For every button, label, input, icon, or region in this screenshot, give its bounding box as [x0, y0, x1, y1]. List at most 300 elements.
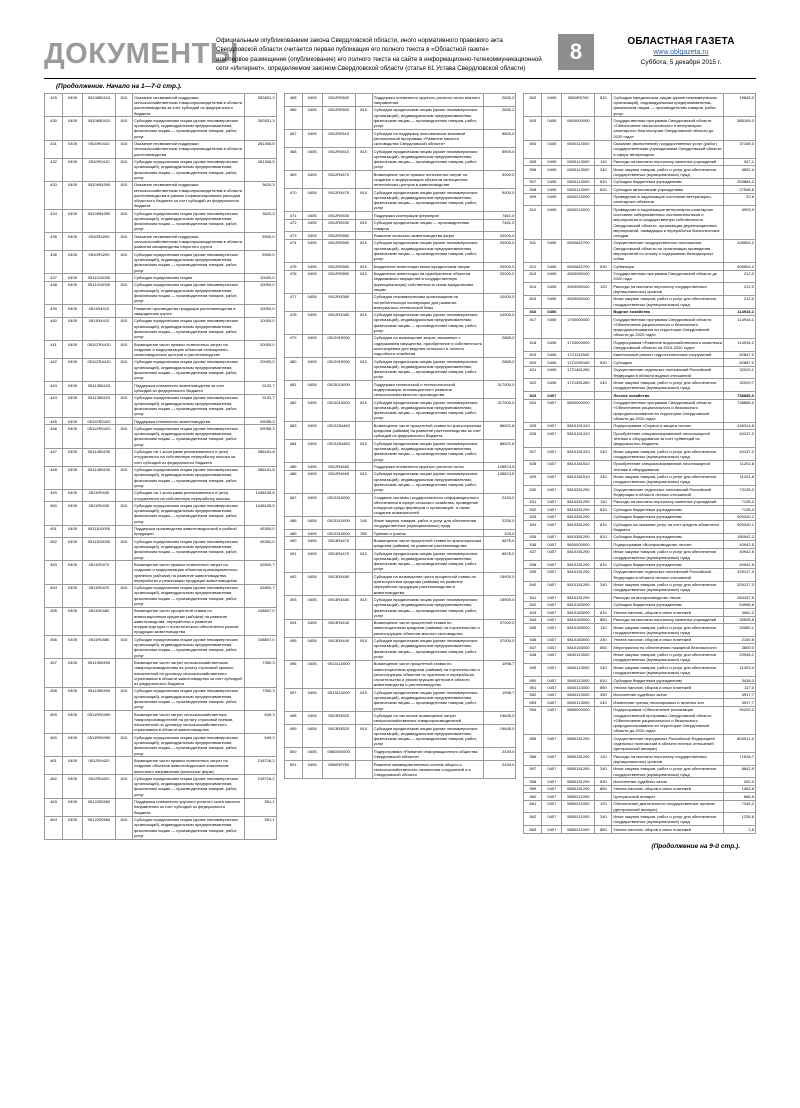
amount-value: 7350,3	[244, 659, 276, 687]
table-row	[45, 659, 277, 687]
table-row	[524, 473, 756, 486]
target-code: 0512R4460	[322, 463, 355, 470]
target-code: 5810251290	[562, 506, 595, 513]
target-code: 0512R0500	[322, 106, 355, 129]
table-row	[524, 778, 756, 785]
item-description: Субсидии бюджетным учреждениям	[612, 561, 724, 568]
table-row	[284, 219, 516, 232]
expense-type-code	[595, 351, 612, 358]
table-row	[45, 448, 277, 466]
row-number: 510	[524, 206, 542, 240]
item-description: Возмещение части процентной ставки по инвестиционным кредитам (займам) на строительство и реконструкцию объектов по хранению и переработке, строительство и реконструкцию центров в области животноводства и растениеводства	[372, 660, 484, 688]
item-description: Возмещение части прямых понесенных затрат на создание объектов животноводческих комплексов молочного направления (молочных ферм)	[133, 757, 245, 775]
amount-value: 40942,5	[724, 541, 756, 548]
row-number: 562	[524, 813, 542, 826]
item-description: Субсидии юридическим лицам (кроме некоммерческих организаций), индивидуальным предпринимателям, физическим лицам — производителям товаров, работ, услуг	[133, 584, 245, 607]
row-number: 474	[284, 239, 302, 262]
publication-website-link[interactable]: www.oblgazeta.ru	[653, 49, 709, 56]
row-number: 533	[524, 513, 542, 520]
item-description: Поддержка кооперации фермеров	[372, 212, 484, 219]
amount-value: 385169,3	[724, 117, 756, 140]
section-code: 0405	[542, 206, 562, 240]
item-description: Лесное хозяйство	[612, 392, 724, 399]
amount-value: 2430,0	[484, 748, 516, 761]
target-code: 0510R4290	[83, 233, 116, 251]
section-code: 0405	[63, 711, 83, 734]
columns-container	[0, 93, 800, 840]
amount-value: 253884,2	[724, 178, 756, 185]
expense-type-code: 810	[355, 263, 372, 270]
row-number: 489	[284, 529, 302, 536]
section-code: 0405	[63, 417, 83, 424]
row-number: 490	[284, 537, 302, 550]
section-code: 0405	[63, 525, 83, 538]
target-code: 0560R0760	[322, 760, 355, 778]
amount-value: 10000,0	[484, 311, 516, 334]
target-code: 0512910000	[322, 334, 355, 357]
table-row	[45, 281, 277, 304]
row-number: 436	[45, 251, 63, 274]
target-code: 5800000000	[562, 541, 595, 548]
expense-type-code: 810	[116, 394, 133, 417]
expense-type-code: 810	[355, 550, 372, 573]
target-code: 0512R4380	[322, 311, 355, 334]
amount-value: 2830,2	[484, 94, 516, 107]
expense-type-code	[116, 382, 133, 395]
item-description: Субсидии на 1 килограмм реализованного и (или) отгруженного на собственную переработку молока	[133, 489, 245, 502]
table-row	[284, 760, 516, 778]
expense-type-code	[355, 130, 372, 148]
table-row	[45, 117, 277, 140]
item-description: Подпрограмма «Развитие водохозяйственного комплекса Свердловской области на 2014-2020 годы»	[613, 339, 722, 351]
row-number: 525	[524, 422, 542, 429]
row-number: 453	[45, 561, 63, 584]
table-row	[45, 425, 277, 448]
section-code: 0405	[542, 158, 562, 165]
row-number: 443	[45, 382, 63, 395]
target-code: 0513110000	[322, 660, 355, 688]
target-code: 0600113000	[562, 178, 595, 185]
amount-value: 2430,0	[484, 760, 516, 778]
amount-value: 1448106,5	[244, 502, 276, 525]
row-number: 478	[284, 311, 302, 334]
row-number: 488	[284, 517, 302, 530]
amount-value: 2865,2	[484, 358, 516, 381]
row-number: 500	[284, 748, 302, 761]
expense-type-code	[355, 293, 372, 311]
table-row	[284, 550, 516, 573]
expense-type-code: 610	[595, 561, 612, 568]
amount-value: 5500,0	[484, 130, 516, 148]
continuation-note-top: (Продолжение. Начало на 1—7-й стр.).	[56, 83, 182, 91]
item-description: Оказание несвязанной поддержки сельскохозяйственным товаропроизводителям в области развития овощеводства открытого грунта	[133, 233, 245, 251]
target-code: 0511010000	[83, 274, 116, 281]
item-description: Иные закупки товаров, работ и услуг для обеспечения государственных (муниципальных) нужд	[612, 165, 724, 178]
item-description: Иные закупки товаров, работ и услуг для обеспечения государственных (муниципальных) нужд	[372, 517, 484, 530]
table-row	[284, 311, 516, 334]
target-code: 5840113000	[562, 684, 595, 691]
expense-type-code: 610	[595, 178, 612, 185]
table-row	[524, 636, 756, 643]
item-description: Оказание несвязанной поддержки сельскохозяйственным товаропроизводителям в области растениеводства за счет субсидий из федерального бюджета	[133, 94, 245, 117]
amount-value: 286181,8	[244, 448, 276, 466]
section-code: 0405	[302, 148, 322, 171]
expense-type-code: 810	[355, 106, 372, 129]
item-description: Субвенции	[612, 263, 724, 270]
table-row	[524, 644, 756, 651]
item-description: Субсидии юридическим лицам (кроме некоммерческих организаций), индивидуальным предпринимателям, физическим лицам — производителям товаров, работ, услуг	[372, 689, 484, 712]
table-row	[524, 295, 756, 308]
section-code: 0407	[542, 616, 562, 623]
section-code: 0405	[63, 281, 83, 304]
item-description: Субсидии юридическим лицам (кроме некоммерческих организаций), индивидуальным предпринимателям, физическим лицам — производителям товаров, работ, услуг	[133, 425, 245, 448]
target-code: 5810151310	[562, 430, 595, 448]
item-description: Возмещение части процентной ставки по инвестиционным кредитам (займам) на строительство и реконструкцию объектов мясного скотоводства	[372, 619, 484, 637]
expense-type-code	[595, 422, 612, 429]
target-code: 0513254460	[322, 422, 355, 440]
expense-type-code: 240	[595, 165, 612, 178]
target-code: 0511350420	[83, 382, 116, 395]
section-code: 0405	[302, 219, 322, 232]
target-code: 5840113000	[562, 651, 595, 664]
row-number: 444	[45, 394, 63, 417]
row-number: 491	[284, 550, 302, 573]
target-code: 5810183000	[562, 624, 595, 637]
table-row	[524, 359, 756, 366]
amount-value: 500240,1	[724, 513, 756, 520]
legal-notice	[216, 34, 558, 73]
item-description: Возмещение части прямых понесенных затрат на создание и модернизацию объектов кратковременного хранения (зайчики) на развитие животноводства, переработки и реализации продукции животноводства	[133, 561, 245, 584]
section-code: 0405	[302, 106, 322, 129]
target-code: 0511510000	[83, 525, 116, 538]
expense-type-code: 810	[116, 117, 133, 140]
row-number: 448	[45, 466, 63, 489]
item-description: Оказание несвязанной поддержки сельскохозяйственным товаропроизводителям в области растениеводства в рамках софинансирования расходов областного бюджета за счет субсидий из федерального бюджета	[133, 181, 245, 209]
amount-value: 2430,0	[484, 494, 516, 517]
target-code: 0600000000	[562, 117, 595, 140]
row-number: 462	[45, 775, 63, 798]
section-code: 0407	[542, 430, 562, 448]
amount-value: 15900,0	[484, 573, 516, 596]
section-code: 0405	[63, 466, 83, 489]
table-row	[284, 106, 516, 129]
table-row	[524, 178, 756, 185]
section-code: 0405	[302, 712, 322, 725]
item-description: Субсидии бюджетным учреждениям	[612, 513, 724, 520]
table-row	[45, 757, 277, 775]
item-description: Центральный аппарат	[612, 793, 724, 800]
item-description: Субсидии юридическим лицам (кроме некоммерческих организаций), индивидуальным предпринимателям, физическим лицам — производителям товаров, работ, услуг	[372, 399, 484, 422]
section-code: 0405	[302, 596, 322, 619]
amount-value: 9132,7	[244, 382, 276, 395]
expense-type-code: 810	[355, 219, 372, 232]
amount-value: 20948,1	[724, 651, 756, 664]
amount-value: 10000,0	[244, 317, 276, 340]
amount-value: 10000,0	[484, 293, 516, 311]
amount-value: 1448106,5	[244, 489, 276, 502]
row-number: 430	[45, 117, 63, 140]
expense-type-code	[355, 494, 372, 517]
target-code: 4500059100	[562, 295, 595, 308]
target-code: 0512R4420	[83, 757, 116, 775]
expense-type-code: 110	[595, 498, 612, 505]
table-row	[284, 239, 516, 262]
item-description: Субсидии юридическим лицам (кроме некоммерческих организаций), индивидуальным предпринимателям, физическим лицам — производителям товаров, работ, услуг	[133, 502, 245, 525]
expense-type-code	[595, 239, 612, 262]
target-code: 5850151290	[562, 735, 595, 753]
row-number: 513	[524, 270, 542, 283]
target-code: 0511R0470	[83, 584, 116, 607]
row-number: 551	[524, 684, 542, 691]
amount-value: 86921,8	[484, 440, 516, 463]
item-description: Обеспечение деятельности государственных органов (центральный аппарат)	[612, 800, 724, 813]
column-1	[44, 93, 277, 840]
target-code: 5850211000	[562, 813, 595, 826]
amount-value: 40137,2	[724, 430, 756, 448]
target-code: 0600210000	[562, 193, 595, 206]
row-number: 540	[524, 581, 542, 594]
table-row	[524, 533, 756, 540]
target-code: 5810183000	[562, 609, 595, 616]
amount-value: 392831,3	[244, 117, 276, 140]
item-description: Поддержка племенного крупного рогатого скота	[372, 463, 484, 470]
row-number: 431	[45, 140, 63, 158]
section-code: 0405	[302, 263, 322, 270]
section-code: 0405	[302, 239, 322, 262]
row-number: 479	[284, 334, 302, 357]
table-row	[284, 660, 516, 688]
row-number: 480	[284, 358, 302, 381]
expense-type-code	[355, 232, 372, 239]
target-code: 0510954390	[83, 181, 116, 209]
target-code: 0513310000	[322, 529, 355, 536]
section-code: 0405	[302, 550, 322, 573]
row-number: 467	[284, 130, 302, 148]
expense-type-code: 810	[355, 725, 372, 748]
section-code: 0407	[542, 506, 562, 513]
row-number: 442	[45, 358, 63, 381]
table-row	[284, 596, 516, 619]
table-row	[524, 601, 756, 608]
amount-value: 117,0	[724, 684, 756, 691]
amount-value: 54956,6	[724, 601, 756, 608]
item-description: Осуществление отдельных полномочий Российской Федерации в области лесных отношений	[612, 568, 724, 581]
item-description: Поддержка племенного крупного рогатого скота мясного направления	[372, 94, 484, 107]
row-number: 455	[45, 607, 63, 635]
amount-value: 317000,0	[484, 381, 516, 399]
expense-type-code	[116, 489, 133, 502]
table-row	[524, 206, 756, 240]
amount-value: 1235,6	[724, 813, 756, 826]
table-row	[524, 430, 756, 448]
row-number: 559	[524, 785, 542, 792]
item-description: Субсидии юридическим лицам (кроме некоммерческих организаций), индивидуальным предпринимателям, физическим лицам — производителям товаров, работ, услуг	[133, 466, 245, 489]
amount-value: 281308,5	[244, 140, 276, 158]
section-code: 0405	[302, 270, 322, 293]
item-description: Субсидии юридическим лицам (кроме некоммерческих организаций), индивидуальным предпринимателям, физическим лицам — производителям товаров, работ, услуг	[372, 148, 484, 171]
table-row	[524, 735, 756, 753]
row-number: 496	[284, 660, 302, 688]
target-code: 0600113000	[562, 140, 595, 158]
section-code: 0407	[542, 448, 562, 461]
row-number: 433	[45, 181, 63, 209]
expense-type-code: 610	[595, 521, 612, 534]
item-description: Субсидии юридическим лицам — производителям товаров	[372, 219, 484, 232]
expense-type-code	[355, 760, 372, 778]
row-number: 450	[45, 502, 63, 525]
table-row	[284, 334, 516, 357]
item-description: Уплата налогов, сборов и иных платежей	[612, 826, 724, 833]
section-code: 0405	[302, 660, 322, 688]
amount-value: 90293,2	[724, 706, 756, 734]
target-code: 0560000000	[322, 748, 355, 761]
target-code: 5810251290	[562, 486, 595, 499]
table-row	[45, 489, 277, 502]
amount-value: 20000,0	[484, 263, 516, 270]
expense-type-code: 810	[355, 358, 372, 381]
table-row	[284, 130, 516, 148]
target-code: 0512R4380	[322, 293, 355, 311]
expense-type-code: 810	[116, 140, 133, 158]
section-code: 0407	[542, 392, 562, 399]
target-code: 5810351290	[562, 533, 595, 540]
target-code: 0512250560	[83, 798, 116, 816]
expense-type-code: 520	[595, 359, 612, 366]
section-code: 0405	[542, 186, 562, 193]
row-number: 440	[45, 317, 63, 340]
target-code: 0512R4470	[322, 189, 355, 212]
amount-value: 37000,0	[484, 637, 516, 660]
item-description: Субсидии юридическим лицам (кроме некоммерческих организаций), индивидуальным предпринимателям, физическим лицам — производителям товаров, работ, услуг	[133, 210, 245, 233]
row-number: 492	[284, 573, 302, 596]
table-row	[45, 94, 277, 117]
target-code: 5810183000	[562, 616, 595, 623]
target-code: 0513010000	[322, 399, 355, 422]
amount-value: 3620,3	[244, 181, 276, 209]
amount-value: 329127,3	[724, 581, 756, 594]
row-number: 435	[45, 233, 63, 251]
item-description: Изменение границ лесопарковых и зеленых зон	[612, 699, 724, 706]
expense-type-code: 810	[116, 466, 133, 489]
section-code: 0405	[302, 232, 322, 239]
row-number: 555	[524, 735, 542, 753]
table-row	[524, 664, 756, 677]
amount-value: 105874,5	[484, 470, 516, 493]
target-code: 5810151310	[562, 422, 595, 429]
section-code: 0407	[542, 533, 562, 540]
table-row	[524, 422, 756, 429]
target-code: 5810183000	[562, 644, 595, 651]
target-code: 0513R4440	[322, 637, 355, 660]
expense-type-code	[355, 619, 372, 637]
section-code: 0405	[302, 748, 322, 761]
section-code: 0407	[542, 513, 562, 520]
target-code: 0511010000	[83, 281, 116, 304]
target-code: 0512R0500	[322, 94, 355, 107]
amount-value: 286181,8	[244, 466, 276, 489]
table-row	[524, 366, 756, 379]
legal-line-4: сети «Интернет», определяемом законом Свердловской области (статья 61 Устава Свердловской области)	[216, 64, 526, 72]
expense-type-code: 240	[595, 473, 612, 486]
table-row	[524, 699, 756, 706]
amount-value: 27598,6	[724, 186, 756, 193]
target-code: 0511ZR4410	[83, 358, 116, 381]
expense-type-code	[595, 270, 612, 283]
target-code: 0510R4290	[83, 251, 116, 274]
item-description: Иные закупки товаров, работ и услуг для обеспечения государственных (муниципальных) нужд	[612, 651, 724, 664]
table-row	[524, 609, 756, 616]
item-description: Субсидии бюджетным учреждениям	[612, 676, 724, 683]
row-number: 473	[284, 232, 302, 239]
item-description: Субсидии юридическим лицам (кроме некоммерческих организаций), индивидуальным предпринимателям, физическим лицам — производителям товаров, работ, услуг	[372, 106, 484, 129]
amount-value: 738856,0	[724, 392, 756, 399]
target-code: 5850211000	[562, 793, 595, 800]
table-row	[524, 521, 756, 534]
expense-type-code: 610	[595, 506, 612, 513]
item-description: Бюджетные инвестиции на приобретение объектов недвижимого имущества в государственную (муниципальную) собственность иным юридическим лицам	[372, 270, 484, 293]
row-number: 497	[284, 689, 302, 712]
item-description: Субсидии юридическим лицам	[133, 274, 245, 281]
section-code: 0405	[63, 798, 83, 816]
target-code: 0511510000	[83, 538, 116, 561]
amount-value: 82887,0	[724, 359, 756, 366]
table-row	[524, 308, 756, 315]
section-code: 0405	[302, 399, 322, 422]
section-code: 0407	[542, 765, 562, 778]
row-number: 539	[524, 568, 542, 581]
target-code: 0513310000	[322, 517, 355, 530]
expense-type-code: 240	[595, 699, 612, 706]
table-row	[284, 358, 516, 381]
amount-value: 20000,0	[244, 358, 276, 381]
section-code: 0405	[542, 94, 562, 117]
row-number: 498	[284, 712, 302, 725]
expense-type-code: 240	[595, 664, 612, 677]
row-number: 532	[524, 506, 542, 513]
target-code: 1700000000	[562, 316, 595, 339]
expense-type-code	[116, 417, 133, 424]
expense-type-code	[595, 399, 612, 422]
amount-value: 3917,7	[724, 691, 756, 698]
section-code: 0407	[542, 793, 562, 800]
section-code: 0405	[302, 171, 322, 189]
item-description: Субсидии юридическим лицам (кроме некоммерческих организаций), индивидуальным предпринимателям, физическим лицам — производителям товаров, работ, услуг	[133, 394, 245, 417]
item-description: Возмещение части затрат сельскохозяйственным товаропроизводителям на уплату страховой премии, начисленной по договору сельскохозяйственного страхования в области животноводства за счет субсидий из федерального бюджета	[133, 659, 245, 687]
table-row	[45, 734, 277, 757]
expense-type-code	[595, 735, 612, 753]
row-number: 494	[284, 619, 302, 637]
expense-type-code	[595, 308, 612, 315]
expense-type-code: 810	[355, 270, 372, 293]
section-code: 0407	[542, 676, 562, 683]
amount-value: 218716,2	[244, 775, 276, 798]
row-number: 487	[284, 494, 302, 517]
expense-type-code	[595, 651, 612, 664]
section-code: 0407	[542, 422, 562, 429]
row-number: 458	[45, 687, 63, 710]
item-description: Расходы на выплаты персоналу государственных (муниципальных) органов	[612, 283, 724, 296]
section-code: 0405	[63, 489, 83, 502]
target-code: 5810151310	[562, 448, 595, 461]
row-number: 550	[524, 676, 542, 683]
target-code: 5810151290	[562, 594, 595, 601]
amount-value: 20000,0	[244, 340, 276, 358]
item-description: Иные закупки товаров, работ и услуг для обеспечения государственных (муниципальных) нужд	[612, 624, 724, 637]
expense-type-code	[355, 463, 372, 470]
table-row	[45, 816, 277, 839]
amount-value: 9132,7	[244, 394, 276, 417]
item-description: Субсидии юридическим лицам (кроме некоммерческих организаций), индивидуальным предпринимателям, физическим лицам — производителям товаров, работ, услуг	[133, 775, 245, 798]
